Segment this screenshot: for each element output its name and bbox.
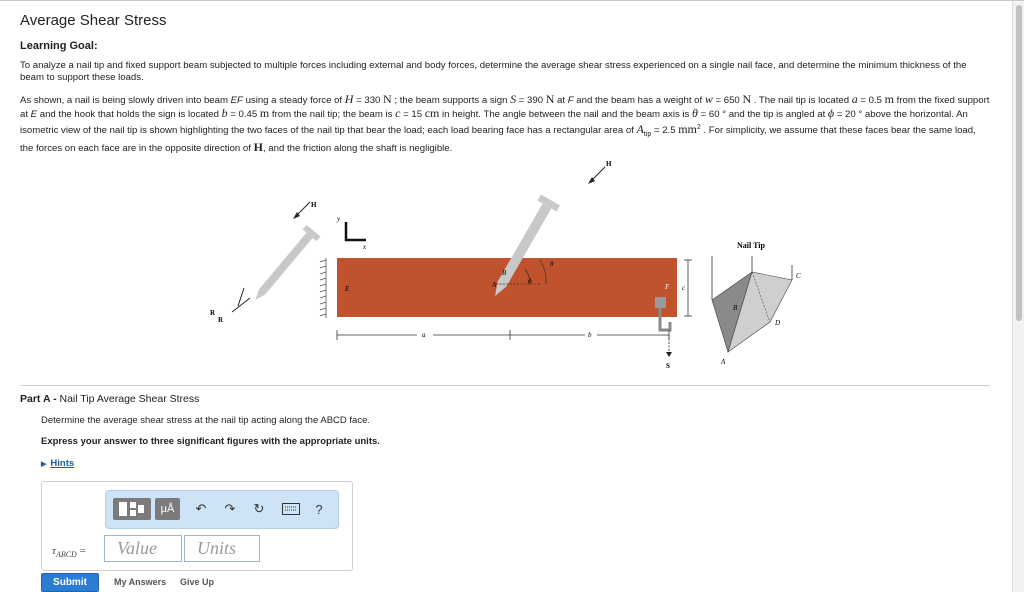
reset-icon[interactable]: ↻	[253, 501, 265, 516]
part-a-header: Part A - Nail Tip Average Shear Stress	[20, 393, 200, 405]
units-button[interactable]: μÅ	[155, 498, 180, 520]
fixed-support-wall	[320, 258, 326, 318]
tip-label-A: A	[721, 358, 726, 366]
label-A: A	[492, 281, 497, 289]
label-S: S	[666, 362, 670, 370]
label-theta: θ	[550, 260, 554, 268]
label-E: E	[345, 285, 350, 293]
tip-label-C: C	[796, 272, 801, 280]
label-c: c	[682, 284, 686, 292]
template-icon	[118, 501, 146, 517]
label-x: x	[363, 243, 367, 251]
give-up-link[interactable]: Give Up	[180, 577, 215, 587]
tip-label-D: D	[775, 319, 781, 327]
templates-button[interactable]	[113, 498, 151, 520]
R-arrow-2	[232, 298, 250, 312]
learning-goal-text: To analyze a nail tip and fixed support beam subjected to multiple forces including external and body forces, determine the average shear stress experienced on a single nail face, and determine the minimum thickness of the beam to support these loads.	[20, 60, 967, 84]
dimension-c	[684, 260, 692, 316]
help-button[interactable]: ?	[315, 501, 323, 517]
hints-toggle[interactable]: ▶ Hints	[41, 458, 75, 469]
beam-nail-figure	[200, 150, 820, 375]
nail-free-body	[210, 201, 320, 324]
label-y: y	[337, 215, 341, 223]
label-F: F	[665, 283, 670, 291]
label-b: b	[588, 331, 592, 339]
problem-statement: As shown, a nail is being slowly driven into beam EF using a steady force of H = 330 N ; the beam supports a sign S = 390 N at F and the beam has a weight of w = 650 N . The nail tip is located a = 0.5 m from the fixed support at E and the hook that holds the sign is located b = 0.45 m from the nail tip; the beam is c = 15 cm in height. The angle between the nail and the beam axis is θ = 60 ° and the tip is angled at ϕ = 20 ° above the horizontal. An isometric view of the nail tip is shown highlighting the two faces of the nail tip that bear the load; each load bearing face has a rectangular area of $A_{tip} = 2.5$ $mm^2$ . For simplicity, we assume that these faces bear the same load, the forces on each face are in the opposite direction of H, and the friction along the shaft is negligible.	[20, 92, 990, 155]
undo-icon[interactable]: ↶	[195, 501, 207, 516]
label-phi: ϕ	[528, 277, 532, 285]
part-a-question: Determine the average shear stress at the nail tip acting along the ABCD face.	[41, 415, 370, 426]
label-B: B	[502, 269, 507, 277]
label-H-left: H	[311, 201, 317, 209]
label-H-right: H	[606, 160, 612, 168]
nail-tip-title: Nail Tip	[737, 241, 765, 250]
scrollbar-thumb[interactable]	[1016, 5, 1022, 321]
nail-tip-isometric	[712, 241, 801, 366]
submit-button[interactable]: Submit	[41, 573, 99, 592]
my-answers-link[interactable]: My Answers	[114, 577, 167, 587]
label-a: a	[422, 331, 426, 339]
tip-label-B: B	[733, 304, 738, 312]
page-title: Average Shear Stress	[20, 12, 167, 29]
label-R1: R	[210, 309, 216, 317]
learning-goal-label: Learning Goal:	[20, 40, 98, 52]
label-R2: R	[218, 316, 224, 324]
redo-icon[interactable]: ↷	[224, 501, 236, 516]
section-divider	[20, 385, 990, 386]
equation-toolbar	[105, 490, 339, 529]
value-input[interactable]	[104, 535, 182, 562]
left-nail-shaft	[259, 233, 313, 295]
answer-label: $\tau_{ABCD}$ =	[52, 545, 86, 560]
scrollbar-track[interactable]	[1012, 1, 1024, 592]
top-border	[0, 0, 1024, 1]
keyboard-icon[interactable]	[280, 498, 302, 520]
caret-right-icon: ▶	[41, 461, 47, 468]
answer-panel	[41, 481, 353, 571]
part-a-instruction: Express your answer to three significant figures with the appropriate units.	[41, 436, 380, 447]
dimension-ab	[337, 330, 669, 340]
coordinate-axes	[336, 215, 367, 251]
units-input[interactable]	[184, 535, 260, 562]
